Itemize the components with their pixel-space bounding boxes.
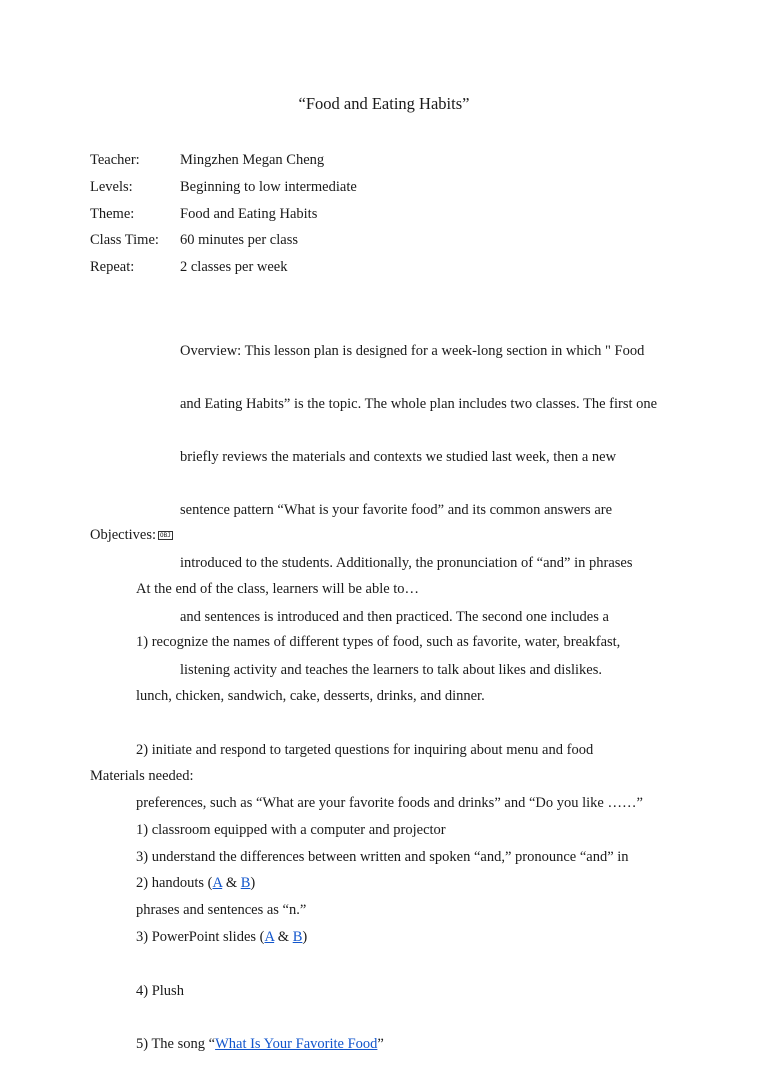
slides-a-link[interactable]: A — [264, 928, 275, 945]
teacher-row — [90, 150, 357, 177]
overview-line: introduced to the students. Additionally, the pronunciation of “and” in phrases — [180, 555, 633, 572]
page-title: “Food and Eating Habits” — [298, 94, 470, 113]
objectives-line: At the end of the class, learners will be able to… — [136, 580, 420, 597]
song-suffix: ” — [377, 1036, 384, 1053]
class-time-row — [90, 230, 357, 257]
handouts-amp: & — [222, 875, 241, 892]
objectives-heading — [90, 525, 173, 545]
overview-line: Overview: This lesson plan is designed for a week-long section in which " Food — [180, 342, 645, 359]
objectives-heading-text: Objectives: — [90, 527, 157, 543]
materials-item-computer: 1) classroom equipped with a computer and projector — [136, 821, 446, 838]
repeat-value: 2 classes per week — [180, 259, 288, 276]
materials-item-slides — [136, 924, 706, 951]
objectives-line: preferences, such as “What are your favorite foods and drinks” and “Do you like ……” — [136, 795, 643, 812]
theme-row — [90, 204, 357, 231]
handouts-suffix: ) — [250, 875, 256, 892]
overview-line: sentence pattern “What is your favorite food” and its common answers are — [180, 502, 613, 519]
objectives-line: 3) understand the differences between written and spoken “and,” pronounce “and” in — [136, 848, 629, 865]
materials-item-song — [136, 1031, 706, 1058]
teacher-label: Teacher: — [90, 152, 140, 168]
objectives-line: lunch, chicken, sandwich, cake, desserts, drinks, and dinner. — [136, 687, 485, 704]
overview-line: briefly reviews the materials and contexts we studied last week, then a new — [180, 448, 617, 465]
overview-line: listening activity and teaches the learners to talk about likes and dislikes. — [180, 661, 602, 678]
object-replacement-icon: OBJ — [160, 532, 171, 540]
materials-heading: Materials needed: — [90, 768, 194, 784]
theme-label: Theme: — [90, 205, 135, 222]
slides-amp: & — [274, 928, 293, 945]
class-time-value: 60 minutes per class — [180, 232, 298, 249]
repeat-row — [90, 257, 357, 284]
slides-prefix: 3) PowerPoint slides ( — [136, 928, 265, 945]
song-link[interactable]: What Is Your Favorite Food — [215, 1036, 378, 1053]
levels-label: Levels: — [90, 178, 133, 195]
song-prefix: 5) The song “ — [136, 1036, 216, 1053]
overview-line: and sentences is introduced and then practiced. The second one includes a — [180, 608, 609, 625]
materials-item-plush: 4) Plush — [136, 982, 184, 999]
repeat-label: Repeat: — [90, 259, 135, 276]
levels-value: Beginning to low intermediate — [180, 178, 357, 195]
levels-row — [90, 177, 357, 204]
theme-value: Food and Eating Habits — [180, 205, 318, 222]
overview-line: and Eating Habits” is the topic. The whole plan includes two classes. The first one — [180, 395, 658, 412]
materials-item-handouts — [136, 870, 706, 897]
class-time-label: Class Time: — [90, 232, 159, 249]
objectives-line: 1) recognize the names of different types of food, such as favorite, water, breakfast, — [136, 634, 621, 651]
objectives-line: phrases and sentences as “n.” — [136, 902, 307, 919]
handout-a-link[interactable]: A — [212, 875, 223, 892]
slides-b-link[interactable]: B — [292, 928, 303, 945]
lesson-info — [90, 150, 357, 284]
materials-list — [136, 790, 706, 1085]
handout-b-link[interactable]: B — [240, 875, 251, 892]
handouts-prefix: 2) handouts ( — [136, 875, 213, 892]
teacher-value: Mingzhen Megan Cheng — [180, 152, 325, 168]
slides-suffix: ) — [302, 928, 308, 945]
objectives-line: 2) initiate and respond to targeted questions for inquiring about menu and food — [136, 741, 594, 758]
